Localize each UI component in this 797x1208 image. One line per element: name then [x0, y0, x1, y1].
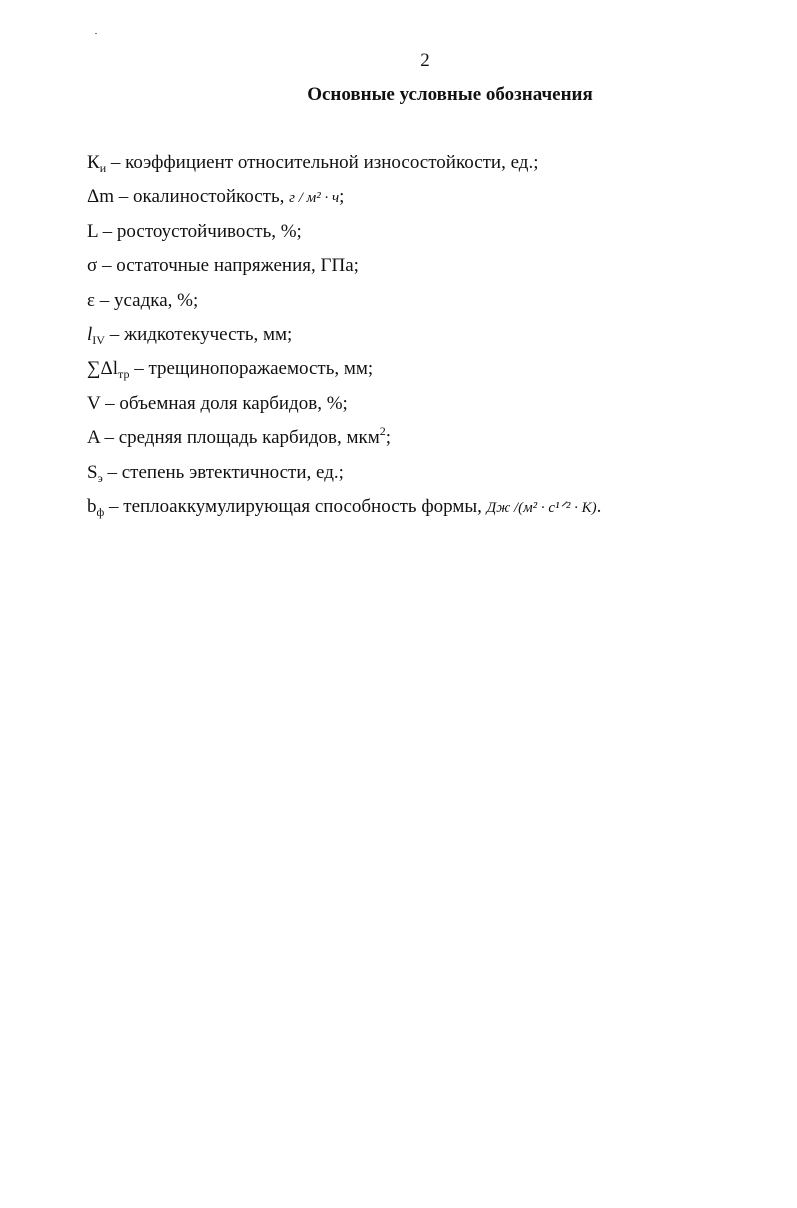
- notation-item-residual-stress: [87, 253, 767, 287]
- symbol-subscript: э: [97, 470, 103, 485]
- line-end: .: [596, 495, 602, 517]
- symbol-subscript: и: [99, 161, 107, 175]
- definition: – теплоаккумулирующая способность формы,: [104, 495, 487, 517]
- symbol-subscript: ф: [96, 504, 105, 519]
- line-end: ;: [339, 186, 345, 208]
- scan-speck: [95, 33, 97, 34]
- symbol: L: [87, 220, 98, 242]
- symbol: b: [87, 495, 97, 517]
- unit-superscript: 2: [379, 424, 386, 439]
- notation-item-carbide-area: [87, 425, 767, 459]
- definition: – окалиностойкость,: [114, 186, 290, 208]
- symbol: σ: [87, 255, 98, 277]
- symbol: Δm: [87, 186, 114, 208]
- definition: – средняя площадь карбидов, мкм: [99, 427, 380, 449]
- symbol: ε: [87, 289, 95, 311]
- page-number: 2: [420, 50, 430, 71]
- definition: – коэффициент относительной износостойкости, ед.;: [106, 152, 539, 173]
- symbol-subscript: IV: [92, 332, 105, 347]
- notation-item-wear-resistance: [87, 150, 767, 184]
- notation-item-crack-susceptibility: [87, 356, 767, 390]
- unit: г / м² · ч: [289, 190, 340, 207]
- symbol: A: [87, 427, 100, 449]
- unit: Дж /(м² · с¹ᐟ² · К): [486, 499, 597, 516]
- notation-item-carbide-volume-fraction: [87, 391, 767, 425]
- notation-item-heat-storage: [87, 494, 767, 528]
- notation-item-scale-resistance: [87, 184, 767, 218]
- definition: – остаточные напряжения, ГПа;: [97, 255, 359, 277]
- definition: – объемная доля карбидов, %;: [100, 392, 348, 414]
- symbol-subscript: тр: [118, 367, 130, 382]
- definition: – трещинопоражаемость, мм;: [129, 358, 374, 380]
- symbol: К: [87, 152, 100, 173]
- definition: – жидкотекучесть, мм;: [104, 323, 293, 345]
- notation-item-fluidity: [87, 322, 767, 356]
- definition: – усадка, %;: [94, 289, 199, 311]
- definition: – ростоустойчивость, %;: [97, 220, 302, 242]
- symbol: S: [87, 461, 98, 483]
- symbol: l: [87, 323, 93, 345]
- line-end: ;: [385, 427, 392, 449]
- notation-item-growth-resistance: [87, 219, 767, 253]
- notation-list: [87, 150, 767, 528]
- page-title: Основные условные обозначения: [307, 84, 593, 105]
- notation-item-shrinkage: [87, 288, 767, 322]
- notation-item-eutectic-degree: [87, 460, 767, 494]
- definition: – степень эвтектичности, ед.;: [102, 461, 344, 483]
- symbol: ∑Δl: [87, 358, 119, 380]
- symbol: V: [87, 392, 101, 414]
